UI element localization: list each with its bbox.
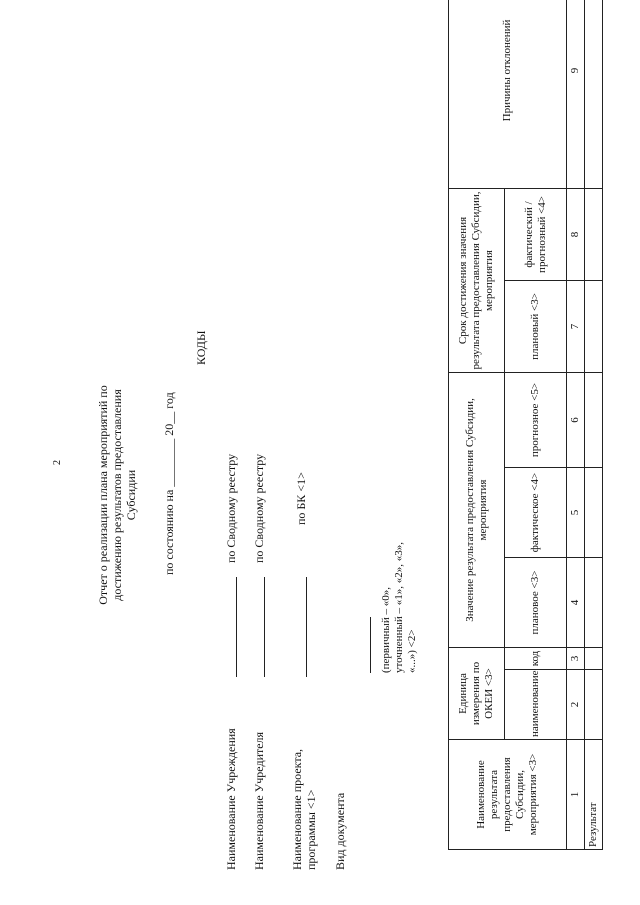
table-cell[interactable] [585, 648, 603, 670]
th-unit: Единица измерения по ОКЕИ <3> [449, 648, 505, 740]
field-label-project: Наименование проекта, программы <1> [290, 748, 318, 870]
table-cell[interactable] [585, 468, 603, 558]
report-title: Отчет о реализации плана мероприятий по достижению результатов предоставления Субсидии [96, 385, 138, 605]
th-value-actual: фактическое <4> [505, 468, 567, 558]
field-label-institution: Наименование Учреждения [224, 728, 238, 870]
table-cell[interactable] [585, 0, 603, 188]
col-number: 7 [567, 280, 585, 372]
th-term: Срок достижения значения результата предоставления Субсидии, мероприятия [449, 188, 505, 372]
report-table [448, 0, 603, 850]
th-value-planned: плановое <3> [505, 558, 567, 648]
th-value-forecast: прогнозное <5> [505, 372, 567, 467]
field-line-institution[interactable] [236, 577, 237, 677]
col-number: 2 [567, 670, 585, 740]
col-number: 1 [567, 740, 585, 850]
col-number: 6 [567, 372, 585, 467]
col-number: 9 [567, 0, 585, 188]
as-of-date: по состоянию на ________ 20__ год [162, 392, 176, 575]
table-cell[interactable] [585, 372, 603, 467]
col-number: 3 [567, 648, 585, 670]
table-cell[interactable] [585, 188, 603, 280]
field-code-project: по БК <1> [294, 472, 308, 525]
page-number: 2 [52, 460, 63, 465]
th-value: Значение результата предоставления Субсидии, мероприятия [449, 372, 505, 647]
codes-label: КОДЫ [194, 330, 208, 365]
th-unit-name: наименование [505, 670, 567, 740]
field-label-founder: Наименование Учредителя [252, 731, 266, 870]
th-result-name: Наименование результата предоставления Субсидии, мероприятия <3> [449, 740, 567, 850]
th-reasons: Причины отклонений [449, 0, 567, 188]
field-line-founder[interactable] [264, 577, 265, 677]
table-cell[interactable] [585, 670, 603, 740]
th-term-planned: плановый <3> [505, 280, 567, 372]
field-line-project[interactable] [306, 577, 307, 677]
row-result-label: Результат [585, 740, 603, 850]
th-term-actual: фактический /прогнозный <4> [505, 188, 567, 280]
field-line-doc-type[interactable] [370, 617, 371, 673]
field-code-founder: по Сводному реестру [252, 453, 266, 563]
field-label-doc-type: Вид документа [333, 792, 347, 870]
col-number: 8 [567, 188, 585, 280]
col-number: 4 [567, 558, 585, 648]
table-cell[interactable] [585, 558, 603, 648]
table-cell[interactable] [585, 280, 603, 372]
th-unit-code: код [505, 648, 567, 670]
col-number: 5 [567, 468, 585, 558]
field-code-institution: по Сводному реестру [224, 453, 238, 563]
field-note-doc-type: (первичный – «0», уточненный – «1», «2», «3», «...») <2> [380, 542, 418, 673]
